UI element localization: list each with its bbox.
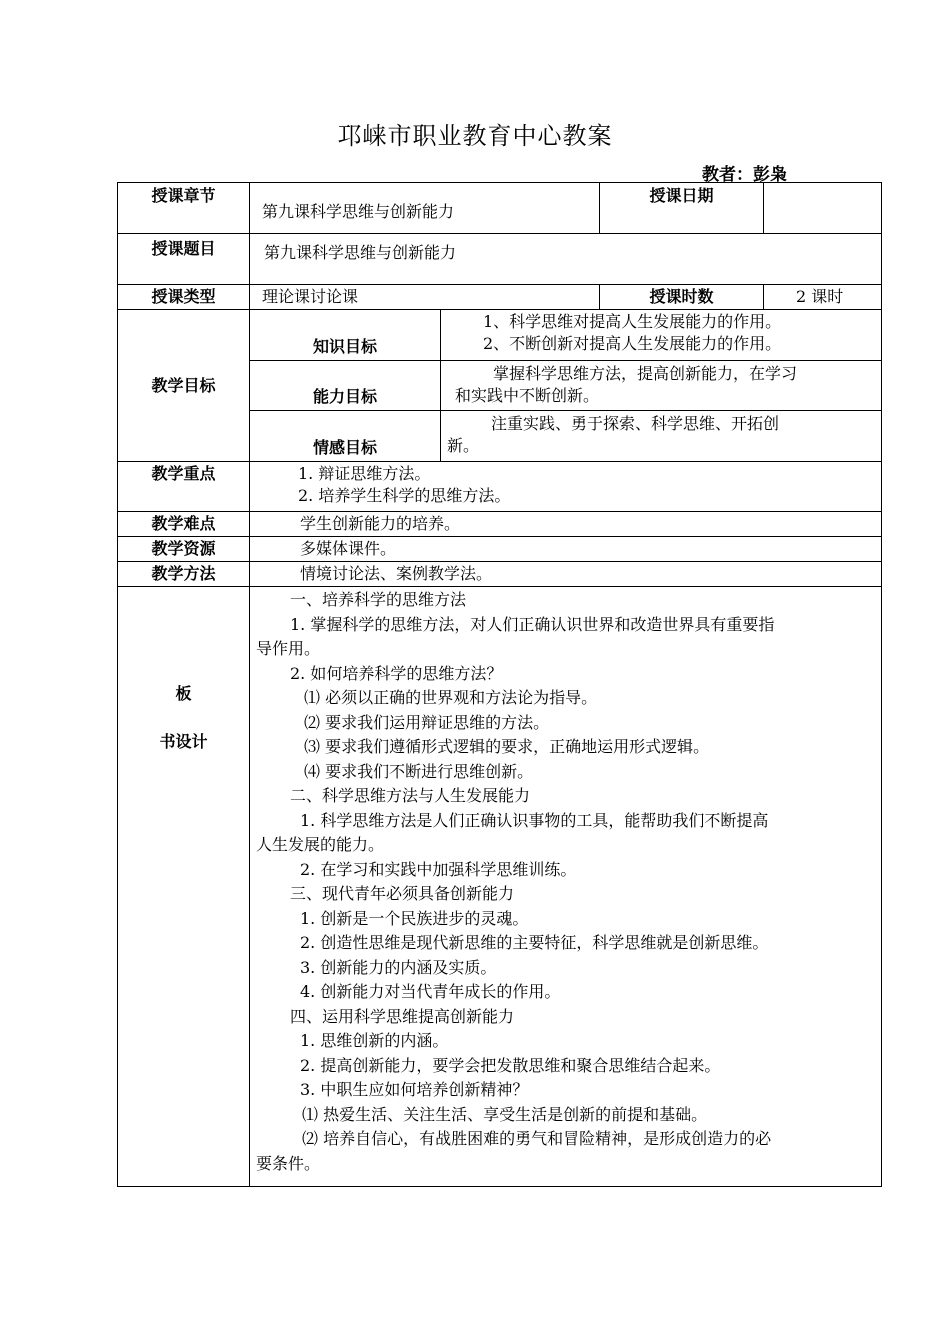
row-methods (118, 562, 882, 587)
knowledge-label: 知识目标 (250, 310, 441, 361)
resources-label: 教学资源 (118, 537, 250, 562)
teacher-name: 教者：彭枭 (702, 165, 787, 185)
difficulties-value: 学生创新能力的培养。 (250, 512, 882, 537)
row-chapter (118, 183, 882, 234)
emotion-line: 新。 (447, 436, 480, 455)
board-line: 1. 创新是一个民族进步的灵魂。 (300, 908, 529, 928)
knowledge-line: 2、不断创新对提高人生发展能力的作用。 (483, 334, 782, 353)
board-line: 2. 提高创新能力，要学会把发散思维和聚合思维结合起来。 (300, 1055, 721, 1075)
type-label: 授课类型 (118, 285, 250, 310)
board-line: 4. 创新能力对当代青年成长的作用。 (300, 982, 561, 1001)
board-line: 导作用。 (256, 639, 321, 658)
row-board-design (118, 587, 882, 1187)
emotion-label: 情感目标 (250, 411, 441, 462)
board-line: 1. 科学思维方法是人们正确认识事物的工具，能帮助我们不断提高 (300, 810, 769, 830)
chapter-value: 第九课科学思维与创新能力 (250, 183, 600, 234)
board-label-bottom: 书设计 (159, 732, 208, 751)
key-points-text (250, 462, 882, 512)
board-line: ⑴ 热爱生活、关注生活、享受生活是创新的前提和基础。 (302, 1104, 708, 1124)
knowledge-line: 1、科学思维对提高人生发展能力的作用。 (483, 312, 782, 331)
ability-line: 和实践中不断创新。 (455, 386, 600, 405)
lesson-plan-table (117, 182, 882, 1187)
type-value: 理论课讨论课 (250, 285, 600, 310)
row-difficulties (118, 512, 882, 537)
board-line: 四、运用科学思维提高创新能力 (290, 1006, 515, 1026)
board-label-top: 板 (175, 684, 192, 703)
document-title: 邛崃市职业教育中心教案 (337, 122, 613, 150)
board-line: ⑵ 要求我们运用辩证思维的方法。 (304, 712, 550, 732)
board-label (118, 587, 250, 1187)
board-line: ⑴ 必须以正确的世界观和方法论为指导。 (304, 688, 598, 707)
topic-value: 第九课科学思维与创新能力 (250, 234, 882, 285)
resources-value: 多媒体课件。 (250, 537, 882, 562)
key-points-label: 教学重点 (118, 462, 250, 512)
board-line: 2. 在学习和实践中加强科学思维训练。 (300, 859, 577, 879)
row-objective-knowledge (118, 310, 882, 361)
board-line: 1. 思维创新的内涵。 (300, 1031, 449, 1050)
difficulties-label: 教学难点 (118, 512, 250, 537)
hours-value: 2 课时 (764, 285, 882, 310)
board-line: ⑵ 培养自信心，有战胜困难的勇气和冒险精神，是形成创造力的必 (302, 1129, 772, 1148)
objectives-label: 教学目标 (118, 310, 250, 462)
topic-label: 授课题目 (118, 234, 250, 285)
methods-value: 情境讨论法、案例教学法。 (250, 562, 882, 587)
board-content (250, 587, 882, 1187)
emotion-text (441, 411, 882, 462)
hours-label: 授课时数 (600, 285, 764, 310)
ability-label: 能力目标 (250, 361, 441, 411)
board-line: 人生发展的能力。 (256, 835, 385, 854)
row-key-points (118, 462, 882, 512)
ability-line: 掌握科学思维方法，提高创新能力，在学习 (493, 364, 798, 383)
board-line: 要条件。 (256, 1153, 321, 1173)
knowledge-text (441, 310, 882, 361)
board-line: 2. 如何培养科学的思维方法？ (290, 663, 503, 683)
board-line: 二、科学思维方法与人生发展能力 (290, 786, 531, 805)
ability-text (441, 361, 882, 411)
board-line: 3. 中职生应如何培养创新精神？ (300, 1080, 529, 1099)
row-topic (118, 234, 882, 285)
key-point-line: 1. 辩证思维方法。 (298, 464, 431, 483)
board-line: 2. 创造性思维是现代新思维的主要特征，科学思维就是创新思维。 (300, 933, 769, 952)
emotion-line: 注重实践、勇于探索、科学思维、开拓创 (491, 414, 780, 433)
board-line: 1. 掌握科学的思维方法，对人们正确认识世界和改造世界具有重要指 (290, 614, 775, 634)
methods-label: 教学方法 (118, 562, 250, 587)
date-label: 授课日期 (600, 183, 764, 234)
board-line: ⑶ 要求我们遵循形式逻辑的要求，正确地运用形式逻辑。 (304, 737, 710, 756)
row-type (118, 285, 882, 310)
board-line: 3. 创新能力的内涵及实质。 (300, 957, 497, 977)
chapter-label: 授课章节 (118, 183, 250, 234)
board-line: ⑷ 要求我们不断进行思维创新。 (304, 761, 534, 781)
date-value (764, 183, 882, 234)
key-point-line: 2. 培养学生科学的思维方法。 (298, 486, 511, 505)
board-line: 一、培养科学的思维方法 (290, 590, 467, 609)
row-resources (118, 537, 882, 562)
board-line: 三、现代青年必须具备创新能力 (290, 884, 515, 903)
